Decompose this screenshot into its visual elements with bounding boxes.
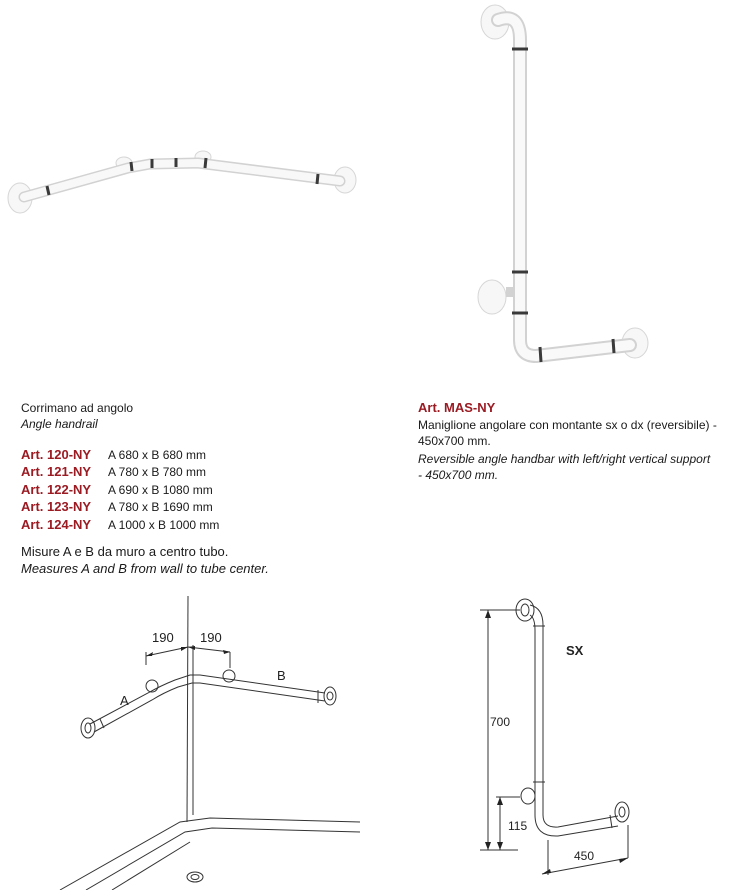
dimension-115: 115 bbox=[508, 819, 528, 833]
article-row bbox=[21, 499, 213, 514]
angle-handbar-drawing bbox=[470, 590, 738, 890]
article-code: Art. 122-NY bbox=[21, 482, 92, 497]
title-italian: Corrimano ad angolo bbox=[21, 401, 134, 415]
label-a: A bbox=[120, 693, 129, 708]
article-size: A 690 x B 1080 mm bbox=[108, 483, 213, 497]
description-italian-line2: 450x700 mm. bbox=[418, 434, 491, 448]
description-english-line1: Reversible angle handbar with left/right vertical support bbox=[418, 452, 711, 466]
article-size: A 680 x B 680 mm bbox=[108, 448, 207, 462]
article-row bbox=[21, 447, 206, 462]
article-size: A 1000 x B 1000 mm bbox=[108, 518, 220, 532]
label-b: B bbox=[277, 668, 286, 683]
dimension-left-190: 190 bbox=[152, 630, 174, 645]
article-code: Art. 121-NY bbox=[21, 464, 92, 479]
article-code-mas: Art. MAS-NY bbox=[418, 400, 496, 415]
label-sx: SX bbox=[566, 643, 584, 658]
description-english-line2: - 450x700 mm. bbox=[418, 468, 499, 482]
article-size: A 780 x B 780 mm bbox=[108, 465, 207, 479]
article-row bbox=[21, 482, 213, 497]
dimension-right-190: 190 bbox=[200, 630, 222, 645]
angle-handrail-drawing bbox=[0, 590, 370, 890]
article-size: A 780 x B 1690 mm bbox=[108, 500, 213, 514]
article-code: Art. 124-NY bbox=[21, 517, 92, 532]
title-english: Angle handrail bbox=[21, 417, 98, 431]
angle-handrail-photo bbox=[0, 140, 370, 230]
dimension-700: 700 bbox=[490, 715, 511, 729]
angle-handbar-photo bbox=[470, 0, 660, 375]
article-code: Art. 123-NY bbox=[21, 499, 92, 514]
article-row bbox=[21, 464, 206, 479]
article-code: Art. 120-NY bbox=[21, 447, 92, 462]
description-italian-line1: Maniglione angolare con montante sx o dx (reversibile) - bbox=[418, 418, 717, 432]
measure-note-italian: Misure A e B da muro a centro tubo. bbox=[21, 544, 229, 559]
dimension-450: 450 bbox=[574, 849, 595, 863]
measure-note-english: Measures A and B from wall to tube center. bbox=[21, 561, 269, 576]
article-row bbox=[21, 517, 219, 532]
